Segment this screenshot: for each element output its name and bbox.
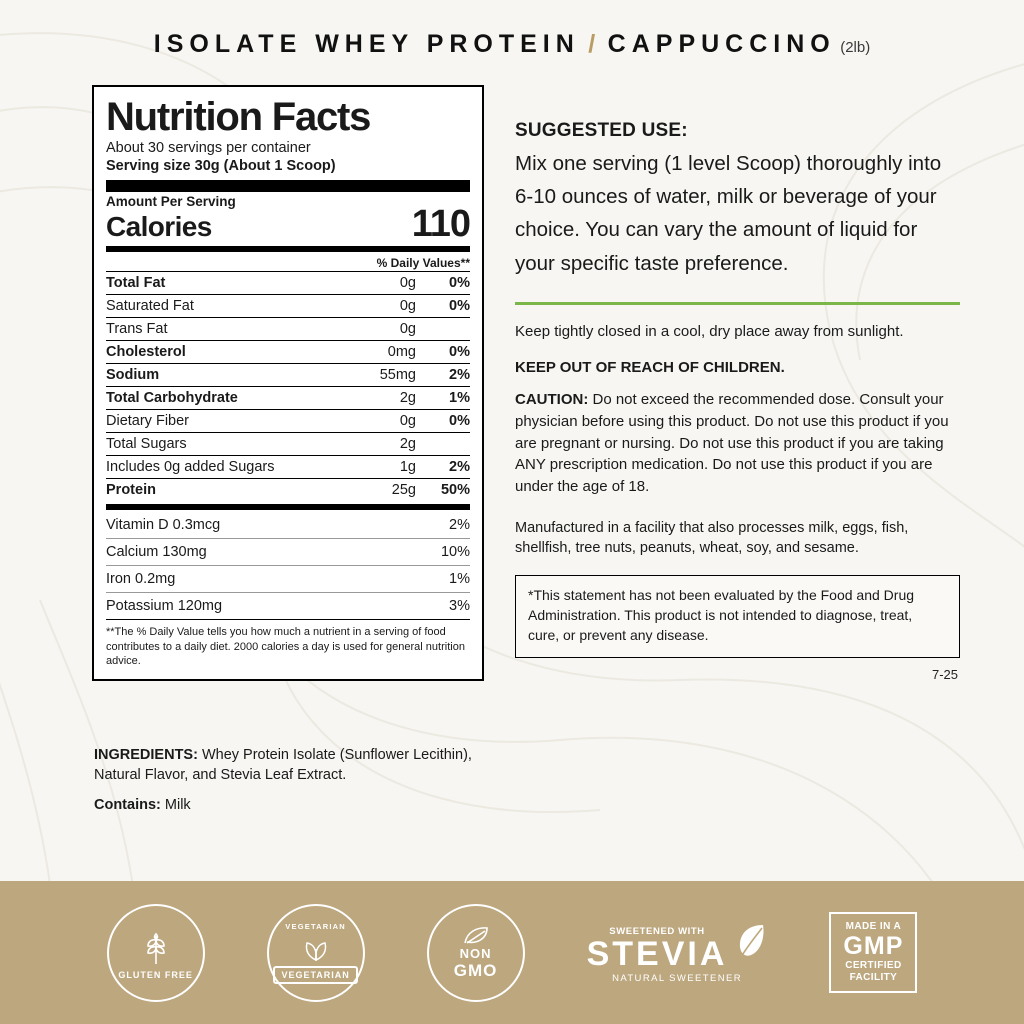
ingredients-block	[94, 745, 494, 815]
nutrient-name: Saturated Fat	[106, 297, 194, 314]
nutrient-name: Trans Fat	[106, 320, 168, 337]
contains-label: Contains:	[94, 797, 161, 813]
table-row	[106, 386, 470, 409]
contains-line	[94, 795, 494, 815]
product-name: ISOLATE WHEY PROTEIN	[153, 30, 580, 58]
lot-code: 7-25	[931, 666, 958, 682]
badge-vegetarian	[267, 904, 365, 1002]
stevia-text-block	[587, 926, 728, 973]
allergen-statement: Manufactured in a facility that also processes milk, eggs, fish, shellfish, tree nuts, peanuts, wheat, soy, and sesame.	[515, 519, 909, 557]
leaf-icon	[297, 933, 335, 963]
daily-value-header: % Daily Values**	[376, 255, 470, 270]
daily-value-footnote: **The % Daily Value tells you how much a nutrient in a serving of food contributes to a daily diet. 2000 calories a day is used for general nutrition advice.	[106, 625, 465, 668]
table-row	[106, 592, 470, 619]
nutrient-amount: 0mg	[387, 343, 416, 360]
fda-disclaimer: *This statement has not been evaluated by the Food and Drug Administration. This product is not intended to diagnose, treat, cure, or prevent any disease.	[515, 575, 960, 658]
table-row	[106, 340, 470, 363]
nutrition-facts-title: Nutrition Facts	[106, 95, 371, 139]
nutrient-name: Dietary Fiber	[106, 412, 189, 429]
certification-badge-bar	[0, 881, 1024, 1024]
vitamin-table-body	[106, 512, 470, 619]
nutrient-table	[106, 272, 470, 501]
calories-value: 110	[411, 202, 470, 245]
wheat-icon	[134, 926, 178, 970]
nutrient-amount: 2g	[399, 389, 416, 406]
nutrient-name: Total Carbohydrate	[106, 389, 238, 406]
directions-column	[515, 120, 960, 682]
nutrient-name: Sodium	[106, 366, 160, 383]
nutrient-dv: 0%	[449, 412, 470, 429]
nutrient-amount: 1g	[399, 458, 416, 475]
nutrient-dv: 1%	[449, 389, 470, 406]
nutrient-dv: 0%	[449, 274, 470, 291]
vitamin-name: Potassium 120mg	[106, 597, 223, 614]
gluten-free-icon	[107, 904, 205, 1002]
vitamin-dv: 2%	[449, 516, 470, 533]
nutrient-dv	[416, 432, 470, 455]
calories-row	[106, 202, 470, 245]
nutrient-amount: 2g	[399, 435, 416, 452]
vegetarian-top-label: VEGETARIAN	[285, 921, 346, 931]
vitamin-dv: 3%	[449, 597, 470, 614]
calories-label: Calories	[106, 210, 212, 242]
ingredients-label: INGREDIENTS:	[94, 747, 198, 763]
table-row	[106, 272, 470, 295]
suggested-use-body: Mix one serving (1 level Scoop) thoroughly into 6-10 ounces of water, milk or beverage of your choice. You can vary the amount of liquid for your specific taste preference.	[515, 152, 942, 275]
suggested-use-title: SUGGESTED USE:	[515, 120, 688, 141]
nutrient-dv: 50%	[440, 481, 470, 498]
vitamin-name: Calcium 130mg	[106, 543, 207, 560]
ingredients-text: Whey Protein Isolate (Sunflower Lecithin), Natural Flavor, and Stevia Leaf Extract.	[94, 747, 472, 783]
vitamin-name: Vitamin D 0.3mcg	[106, 516, 221, 533]
nutrition-facts-panel	[92, 85, 484, 681]
non-label: NON	[459, 946, 492, 961]
stevia-sub-label: NATURAL SWEETENER	[612, 973, 742, 984]
gluten-free-label: GLUTEN FREE	[118, 969, 193, 980]
amount-per-serving-label: Amount Per Serving	[106, 193, 236, 209]
badge-stevia	[587, 921, 768, 984]
nutrient-amount: 0g	[399, 297, 416, 314]
divider-thick	[106, 180, 470, 192]
nutrient-name: Protein	[106, 481, 156, 498]
gmp-main-label: GMP	[843, 932, 904, 961]
gmo-label: GMO	[453, 961, 498, 980]
package-size: (2lb)	[840, 39, 871, 56]
divider-medium	[106, 246, 470, 252]
table-row	[106, 363, 470, 386]
gmp-certified-label: CERTIFIED	[845, 960, 902, 972]
stevia-leaf-icon	[733, 921, 767, 961]
green-divider	[515, 302, 960, 305]
vitamin-name: Iron 0.2mg	[106, 570, 176, 587]
table-row	[106, 478, 470, 501]
nutrient-amount: 0g	[399, 412, 416, 429]
non-gmo-icon	[427, 904, 525, 1002]
stevia-main-label: STEVIA	[586, 935, 728, 974]
vitamin-dv: 1%	[449, 570, 470, 587]
stevia-top-label: SWEETENED WITH	[609, 926, 705, 938]
nutrient-amount: 0g	[399, 274, 416, 291]
contains-text: Milk	[160, 797, 191, 813]
table-row	[106, 538, 470, 565]
servings-per-container: About 30 servings per container	[106, 139, 311, 156]
title-separator: /	[588, 30, 600, 58]
caution-text: Do not exceed the recommended dose. Consult your physician before using this product. Do not use this product if you are pregnant or nursing. Do not use this product if you are taking ANY prescription medication. Do not use this product if you are under the age of 18.	[515, 391, 949, 496]
nutrient-dv: 0%	[449, 343, 470, 360]
ingredients-line	[94, 745, 494, 785]
serving-size: Serving size 30g (About 1 Scoop)	[106, 157, 336, 174]
table-row	[106, 317, 470, 340]
nutrient-name: Includes 0g added Sugars	[106, 458, 275, 475]
divider-medium-2	[106, 504, 470, 510]
nutrient-dv: 2%	[449, 366, 470, 383]
flavor-name: CAPPUCCINO	[607, 30, 836, 58]
gmp-icon	[829, 912, 917, 993]
keep-out-of-reach-warning: KEEP OUT OF REACH OF CHILDREN.	[515, 359, 785, 377]
table-row	[106, 565, 470, 592]
badge-non-gmo	[427, 904, 525, 1002]
table-row	[106, 409, 470, 432]
caution-label: CAUTION:	[515, 391, 589, 409]
nutrient-name: Cholesterol	[106, 343, 186, 360]
vitamin-dv: 10%	[440, 543, 470, 560]
nutrient-dv: 0%	[449, 297, 470, 314]
nutrient-amount: 25g	[391, 481, 416, 498]
leaf-sprout-icon	[459, 924, 493, 946]
badge-gmp	[829, 912, 917, 993]
vegetarian-inner	[273, 922, 357, 984]
stevia-inner	[587, 921, 768, 984]
storage-text: Keep tightly closed in a cool, dry place away from sunlight.	[515, 322, 904, 340]
nutrient-table-body	[106, 272, 470, 501]
nutrient-dv: 2%	[449, 458, 470, 475]
vegetarian-icon	[267, 904, 365, 1002]
gmp-facility-label: FACILITY	[849, 971, 898, 983]
nutrient-name: Total Fat	[106, 274, 166, 291]
badge-gluten-free	[107, 904, 205, 1002]
nutrient-amount: 55mg	[379, 366, 416, 383]
table-row	[106, 294, 470, 317]
page-title	[0, 30, 1024, 59]
vegetarian-bottom-label: VEGETARIAN	[273, 966, 357, 984]
table-row	[106, 455, 470, 478]
gmp-made-label: MADE IN A	[845, 921, 902, 933]
table-row	[106, 512, 470, 539]
nutrient-amount: 0g	[399, 320, 416, 337]
nutrient-dv	[416, 317, 470, 340]
nutrient-name: Total Sugars	[106, 435, 187, 452]
caution-block	[515, 389, 960, 498]
table-row	[106, 432, 470, 455]
vitamin-table	[106, 512, 470, 619]
